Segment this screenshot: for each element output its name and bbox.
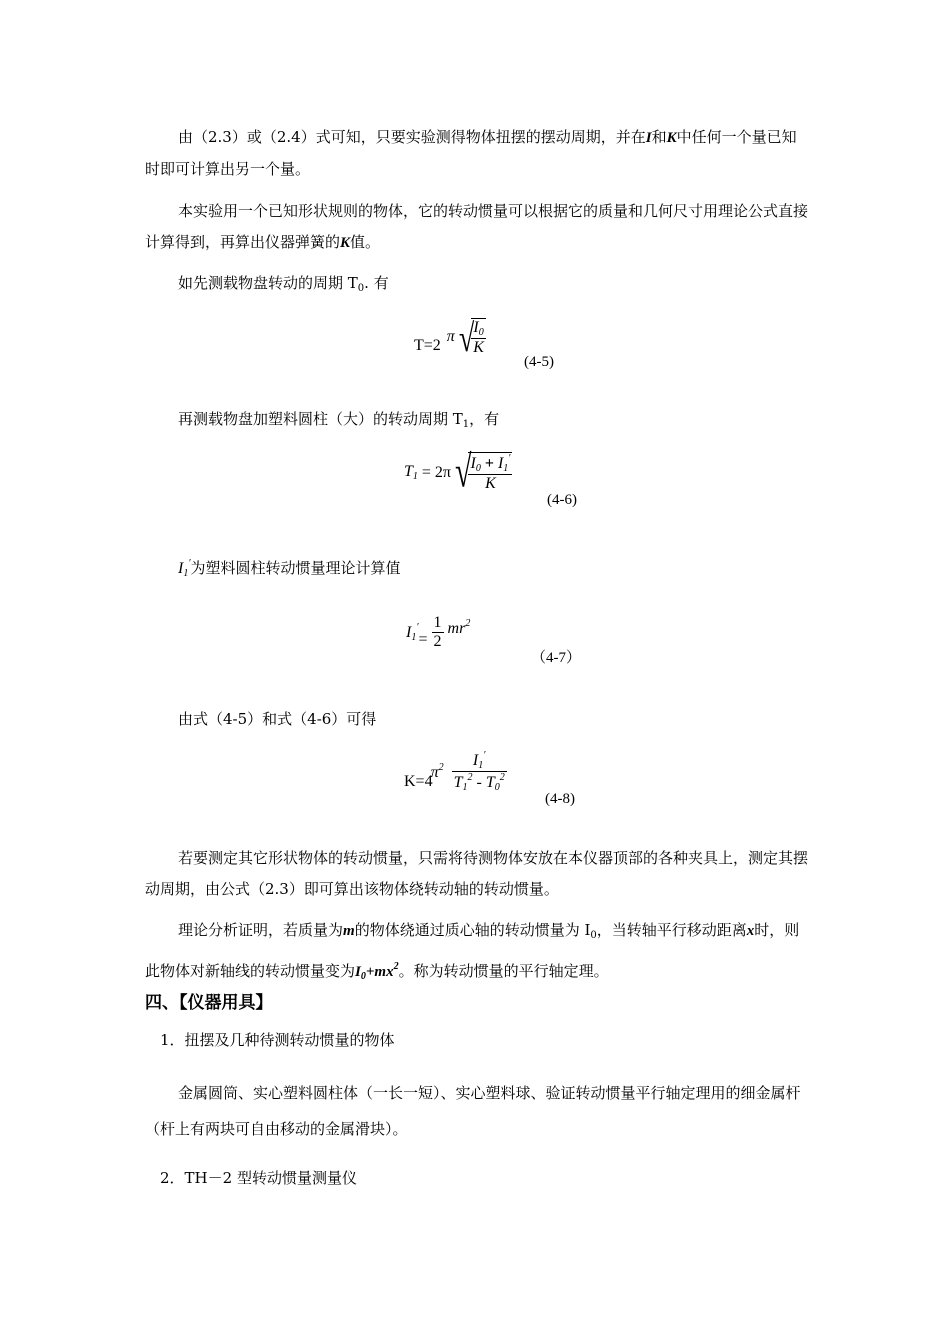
symbol-K: K [666, 130, 677, 146]
list-item: 2．TH－2 型转动惯量测量仪 [160, 1169, 357, 1187]
fraction: $\frac{I_0}{K}$ [473, 319, 484, 356]
fraction: $\frac{I_1'}{T_1^2 - T_0^2}$ [453, 750, 505, 793]
equation-4-6: $T_1 = 2\pi$ √ $\frac{I_0 + I_1'}{K}$ [404, 447, 511, 497]
sqrt-sign-icon: √ [458, 317, 475, 361]
fraction: $\frac{I_0 + I_1'}{K}$ [470, 453, 511, 492]
equation-4-7: $I_1'=$ $\frac{1}{2}$ $mr^2$ [406, 614, 471, 650]
paragraph-derive: 由式（4-5）和式（4-6）可得 [178, 710, 377, 728]
fraction-one-half: $\frac{1}{2}$ [433, 614, 442, 650]
paragraph-measure-T0: 如先测载物盘转动的周期 $T_0$. 有 [178, 274, 389, 294]
paragraph-known-object: 本实验用一个已知形状规则的物体，它的转动惯量可以根据它的质量和几何尺寸用理论公式直接计算得到，再算出仪器弹簧的K值。 [145, 202, 809, 251]
section-heading: 四、【仪器用具】 [145, 993, 273, 1013]
equation-4-5: T=2 π √ $\frac{I_0}{K}$ [414, 317, 484, 361]
paragraph-I1-definition: $I_1'$为塑料圆柱转动惯量理论计算值 [178, 558, 401, 579]
paragraph-objects: 金属圆筒、实心塑料圆柱体（一长一短）、实心塑料球、验证转动惯量平行轴定理用的细金属杆（杆上有两块可自由移动的金属滑块）。 [145, 1084, 801, 1138]
symbol-K: K [340, 235, 351, 251]
list-item: 1．扭摆及几种待测转动惯量的物体 [160, 1031, 395, 1049]
equation-number: (4-8) [545, 791, 575, 807]
symbol-I: I [645, 130, 652, 146]
paragraph-parallel-axis: 理论分析证明，若质量为m的物体绕通过质心轴的转动惯量为 $I_0$，当转轴平行移动距离x时，则此物体对新轴线的转动惯量变为$I_0+mx^2$。称为转动惯量的平行轴定理。 [145, 921, 800, 982]
paragraph-other-shapes: 若要测定其它形状物体的转动惯量，只需将待测物体安放在本仪器顶部的各种夹具上，测定其摆动周期，由公式（2.3）即可算出该物体绕转动轴的转动惯量。 [145, 849, 809, 898]
equation-number: (4-6) [547, 492, 577, 508]
equation-number: （4-7） [531, 650, 581, 666]
sqrt-sign-icon: √ [455, 447, 472, 497]
equation-number: (4-5) [524, 354, 554, 370]
equation-4-8: K=4 $\pi^2$ $\frac{I_1'}{T_1^2 - T_0^2}$ [404, 750, 505, 793]
paragraph-measure-T1: 再测载物盘加塑料圆柱（大）的转动周期 $T_1$，有 [178, 410, 500, 430]
paragraph-period-relation: 由（2.3）或（2.4）式可知，只要实验测得物体扭摆的摆动周期，并在I和K中任何一个量已知时即可计算出另一个量。 [145, 128, 797, 178]
